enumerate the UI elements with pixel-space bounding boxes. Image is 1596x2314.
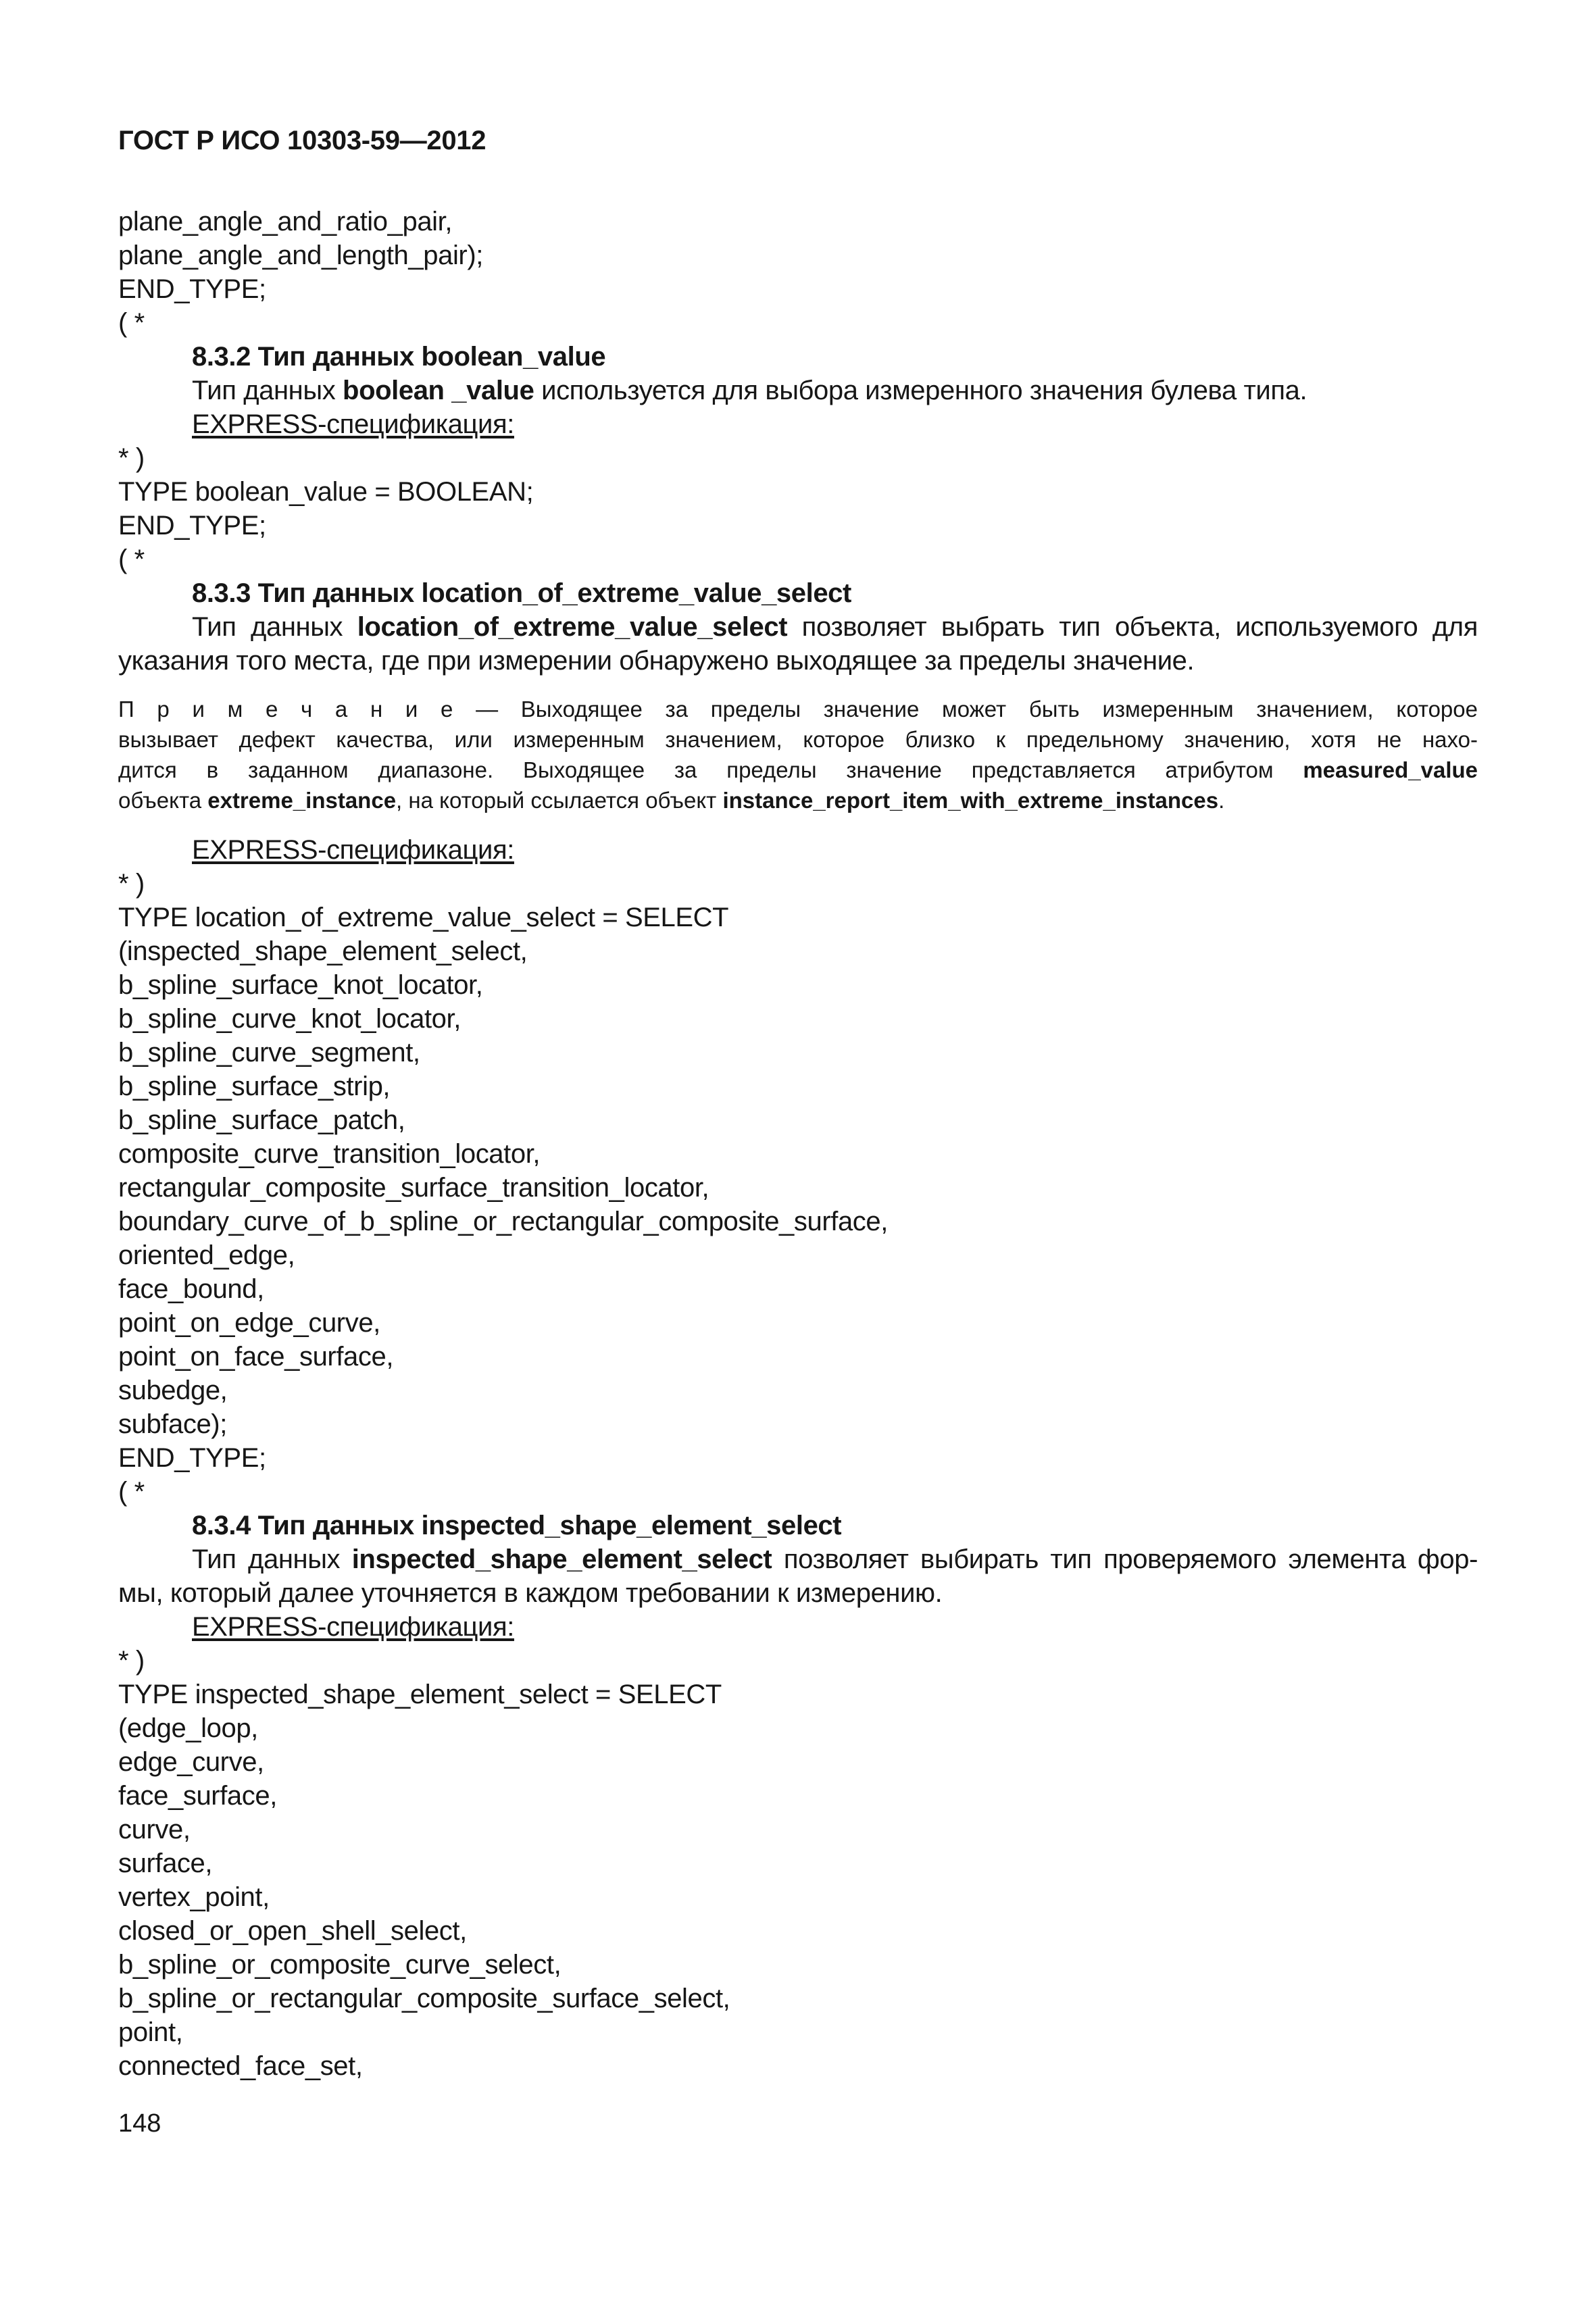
code-line: b_spline_or_composite_curve_select, (118, 1950, 562, 1980)
note-term: extreme_instance (207, 788, 397, 813)
paragraph-text: позволяет выбирать тип проверяемого элемента фор- (772, 1544, 1478, 1574)
code-line: face_surface, (118, 1781, 277, 1811)
code-line: subface); (118, 1409, 227, 1439)
code-block-intro (118, 205, 1478, 340)
note-text: объекта (118, 788, 208, 813)
note-line: вызывает дефект качества, или измеренным значением, которое близко к предельному значению, хотя не нахо- (118, 727, 1478, 752)
code-line: * ) (118, 443, 145, 473)
section-heading-8-3-2: 8.3.2 Тип данных boolean_value (192, 342, 606, 372)
code-line: rectangular_composite_surface_transition_locator, (118, 1173, 709, 1203)
paragraph-term: inspected_shape_element_select (351, 1544, 772, 1574)
note-line (118, 785, 1478, 815)
code-block-boolean-value (118, 441, 1478, 576)
code-line: point_on_edge_curve, (118, 1308, 380, 1338)
code-line: ( * (118, 1477, 145, 1507)
section-paragraph-line: мы, который далее уточняется в каждом требовании к измерению. (118, 1578, 943, 1608)
code-line: (edge_loop, (118, 1713, 258, 1743)
note-line: П р и м е ч а н и е — Выходящее за пределы значение может быть измеренным значением, которое (118, 697, 1478, 722)
code-line: b_spline_surface_strip, (118, 1072, 391, 1101)
code-line: END_TYPE; (118, 1443, 266, 1473)
code-line: END_TYPE; (118, 511, 266, 540)
paragraph-text: Тип данных (192, 612, 357, 642)
section-paragraph (118, 374, 1478, 407)
section-paragraph-line (118, 1542, 1478, 1576)
paragraph-text: Тип данных (192, 376, 343, 405)
code-line: closed_or_open_shell_select, (118, 1916, 467, 1946)
express-spec-label: EXPRESS-спецификация: (192, 835, 514, 865)
code-block-location-select (118, 867, 1478, 1509)
code-line: composite_curve_transition_locator, (118, 1139, 541, 1169)
code-line: oriented_edge, (118, 1240, 295, 1270)
paragraph-term: location_of_extreme_value_select (357, 612, 788, 642)
code-line: point_on_face_surface, (118, 1342, 394, 1372)
code-line: subedge, (118, 1376, 228, 1405)
code-line: ( * (118, 308, 145, 338)
code-block-inspected-select (118, 1644, 1478, 2083)
code-line: point, (118, 2017, 183, 2047)
code-line: plane_angle_and_length_pair); (118, 241, 483, 270)
page-body (118, 205, 1478, 2083)
code-line: surface, (118, 1848, 213, 1878)
note-line (118, 755, 1478, 785)
note-text: , на который ссылается объект (396, 788, 723, 813)
paragraph-text: используется для выбора измеренного значения булева типа. (534, 376, 1307, 405)
paragraph-text: Тип данных (192, 1544, 352, 1574)
code-line: TYPE location_of_extreme_value_select = SELECT (118, 903, 729, 932)
code-line: * ) (118, 869, 145, 899)
note-term: measured_value (1303, 757, 1478, 782)
page-number: 148 (118, 2109, 161, 2138)
code-line: boundary_curve_of_b_spline_or_rectangular_composite_surface, (118, 1207, 888, 1236)
note-block (118, 694, 1478, 815)
code-line: vertex_point, (118, 1882, 270, 1912)
section-paragraph-line (118, 610, 1478, 644)
code-line: face_bound, (118, 1274, 264, 1304)
code-line: connected_face_set, (118, 2051, 363, 2081)
code-line: plane_angle_and_ratio_pair, (118, 207, 453, 236)
code-line: b_spline_surface_patch, (118, 1105, 405, 1135)
code-line: * ) (118, 1646, 145, 1676)
express-label-row (118, 407, 1478, 441)
note-term: instance_report_item_with_extreme_instances (722, 788, 1219, 813)
code-line: ( * (118, 545, 145, 574)
section-paragraph-line: указания того места, где при измерении обнаружено выходящее за пределы значение. (118, 646, 1195, 676)
express-spec-label: EXPRESS-спецификация: (192, 1612, 514, 1642)
code-line: b_spline_curve_segment, (118, 1038, 420, 1067)
note-text: дится в заданном диапазоне. Выходящее за пределы значение представляется атрибутом (118, 757, 1303, 782)
express-label-row (118, 833, 1478, 867)
note-text: . (1218, 788, 1225, 813)
express-label-row (118, 1610, 1478, 1644)
code-line: b_spline_surface_knot_locator, (118, 970, 483, 1000)
paragraph-term: boolean _value (343, 376, 534, 405)
section-heading-8-3-3: 8.3.3 Тип данных location_of_extreme_value_select (192, 578, 851, 608)
code-line: b_spline_curve_knot_locator, (118, 1004, 461, 1034)
code-line: curve, (118, 1815, 191, 1844)
paragraph-text: позволяет выбрать тип объекта, используемого для (787, 612, 1478, 642)
code-line: edge_curve, (118, 1747, 264, 1777)
document-header: ГОСТ Р ИСО 10303-59—2012 (118, 126, 487, 155)
code-line: b_spline_or_rectangular_composite_surface_select, (118, 1984, 730, 2013)
code-line: END_TYPE; (118, 274, 266, 304)
section-heading-8-3-4: 8.3.4 Тип данных inspected_shape_element_select (192, 1511, 842, 1540)
code-line: (inspected_shape_element_select, (118, 936, 528, 966)
code-line: TYPE inspected_shape_element_select = SELECT (118, 1680, 722, 1709)
code-line: TYPE boolean_value = BOOLEAN; (118, 477, 534, 507)
express-spec-label: EXPRESS-спецификация: (192, 409, 514, 439)
